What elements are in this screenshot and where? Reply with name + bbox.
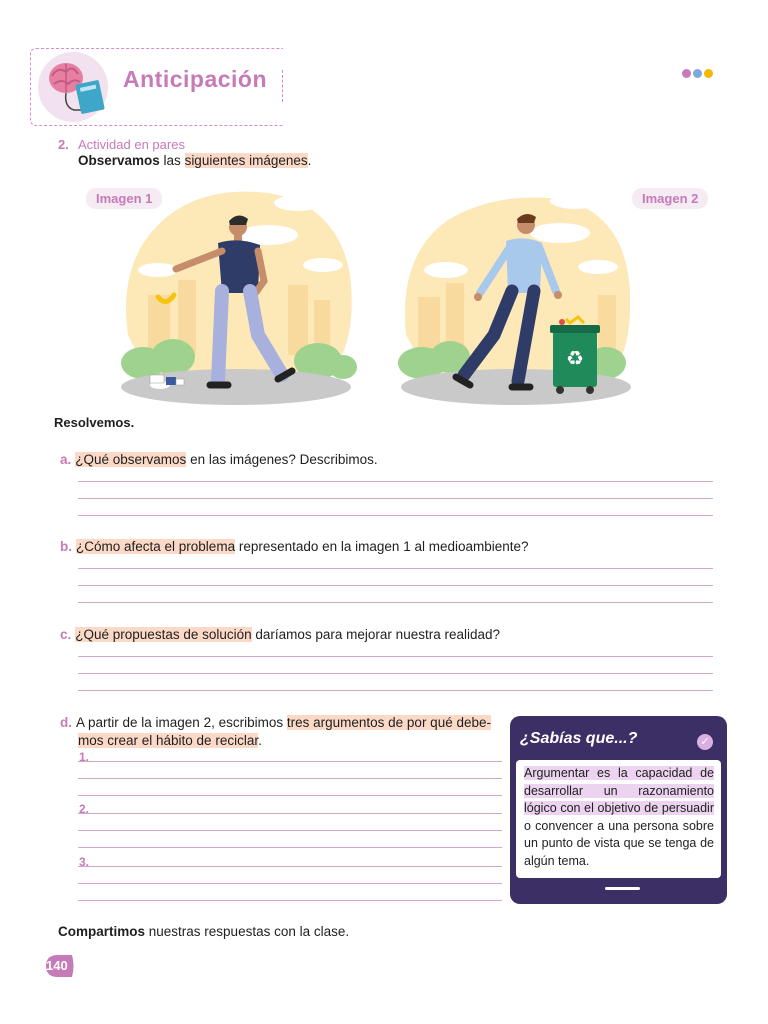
question-a — [60, 452, 378, 467]
image2-label: Imagen 2 — [632, 188, 708, 209]
svg-text:♻: ♻ — [566, 346, 584, 370]
argument-3-label: 3. — [79, 855, 90, 869]
page-number — [42, 953, 76, 979]
question-d-line2 — [78, 732, 262, 750]
answer-line-a1[interactable] — [78, 481, 713, 482]
question-b-highlight: ¿Cómo afecta el problema — [76, 539, 236, 554]
share-rest: nuestras respuestas con la clase. — [145, 924, 350, 939]
activity-instruction — [78, 153, 311, 168]
answer-line-d7[interactable] — [78, 866, 502, 867]
answer-line-b2[interactable] — [78, 585, 713, 586]
share-instruction — [58, 924, 349, 939]
question-c-letter: c. — [60, 627, 72, 642]
resolve-heading: Resolvemos. — [54, 415, 135, 430]
brain-book-icon — [38, 52, 108, 122]
answer-line-d4[interactable] — [78, 813, 502, 814]
instruction-verb: Observamos — [78, 153, 160, 168]
question-d — [60, 714, 505, 732]
activity-title: Actividad en pares — [78, 137, 185, 152]
question-d-pre: A partir de la imagen 2, escribimos — [76, 715, 287, 730]
answer-line-c3[interactable] — [78, 690, 713, 691]
did-you-know-rest: o convencer a una persona sobre un punto de vista que se tenga de algún tema. — [524, 818, 714, 868]
answer-line-a2[interactable] — [78, 498, 713, 499]
decorative-dots — [682, 65, 715, 83]
argument-2-label: 2. — [79, 802, 90, 816]
question-a-letter: a. — [60, 452, 72, 467]
question-d-letter: d. — [60, 715, 72, 730]
did-you-know-highlight: Argumentar es la capacidad de desarrollar un razonamiento lógico con el objetivo de persuadir — [524, 766, 714, 816]
page-number-text: 140 — [46, 958, 68, 973]
dot-icon — [682, 69, 691, 78]
question-b — [60, 539, 529, 554]
question-a-rest: en las imágenes? Describimos. — [186, 452, 378, 467]
question-a-highlight: ¿Qué observamos — [75, 452, 187, 467]
question-d-end: . — [258, 733, 262, 748]
answer-line-b3[interactable] — [78, 602, 713, 603]
image1-littering-illustration — [118, 185, 358, 410]
answer-line-c2[interactable] — [78, 673, 713, 674]
dot-icon — [704, 69, 713, 78]
question-d-highlight-1: tres argumentos de por qué debe- — [286, 715, 491, 730]
question-c — [60, 627, 500, 642]
answer-line-c1[interactable] — [78, 656, 713, 657]
answer-line-d3[interactable] — [78, 795, 502, 796]
answer-line-a3[interactable] — [78, 515, 713, 516]
instruction-end: . — [307, 153, 312, 168]
image2-recycling-illustration — [398, 185, 638, 410]
dot-icon — [693, 69, 702, 78]
answer-line-d6[interactable] — [78, 847, 502, 848]
instruction-mid: las — [159, 153, 185, 168]
section-title: Anticipación — [123, 66, 268, 92]
question-d-highlight-2: mos crear el hábito de reciclar — [78, 733, 259, 748]
answer-line-d9[interactable] — [78, 900, 502, 901]
answer-line-d5[interactable] — [78, 830, 502, 831]
activity-number: 2. — [58, 137, 69, 152]
question-b-letter: b. — [60, 539, 72, 554]
share-verb: Compartimos — [58, 924, 146, 939]
check-icon: ✓ — [697, 734, 713, 750]
card-handle-bar — [605, 887, 640, 890]
did-you-know-title: ¿Sabías que...? — [520, 730, 638, 747]
argument-1-label: 1. — [79, 750, 90, 764]
question-c-rest: daríamos para mejorar nuestra realidad? — [251, 627, 501, 642]
image1-label: Imagen 1 — [86, 188, 162, 209]
answer-line-b1[interactable] — [78, 568, 713, 569]
answer-line-d2[interactable] — [78, 778, 502, 779]
answer-line-d8[interactable] — [78, 883, 502, 884]
question-b-rest: representado en la imagen 1 al medioambiente? — [235, 539, 529, 554]
answer-line-d1[interactable] — [78, 761, 502, 762]
instruction-highlight: siguientes imágenes — [184, 153, 308, 168]
did-you-know-text — [524, 765, 714, 871]
question-c-highlight: ¿Qué propuestas de solución — [75, 627, 252, 642]
